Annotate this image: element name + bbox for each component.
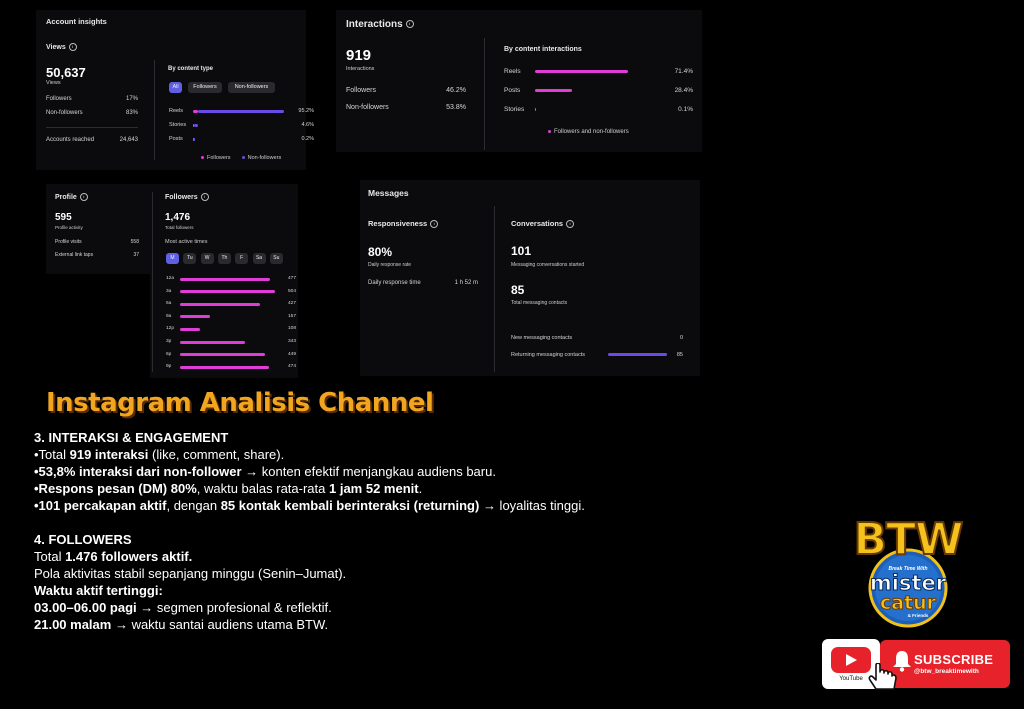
youtube-label: YouTube <box>839 676 863 682</box>
content-type-bar-nonfollowers <box>198 110 284 113</box>
interaction-row-value: 0.1% <box>678 106 693 113</box>
started-value: 101 <box>511 244 532 258</box>
logo-tagline: Break Time With <box>888 566 928 572</box>
hour-label: 6a <box>166 301 172 307</box>
hour-bar <box>180 278 270 281</box>
interactions-legend: Followers and non-followers <box>548 129 629 135</box>
link-taps-label: External link taps <box>55 252 94 258</box>
hour-label: 12p <box>166 326 175 332</box>
chip-all[interactable]: All <box>169 82 182 93</box>
text-line: Waktu aktif tertinggi: <box>34 583 163 598</box>
profile-value: 595 <box>55 212 72 223</box>
chip-nonfollowers[interactable]: Non-followers <box>228 82 275 93</box>
int-followers-pct: 46.2% <box>446 87 466 94</box>
logo-friends: & Friends <box>907 613 929 618</box>
followers-label: Followers <box>46 96 72 102</box>
text-line: 21.00 malam → waktu santai audiens utama BTW. <box>34 617 329 632</box>
hour-label: 9a <box>166 313 172 319</box>
info-icon[interactable]: i <box>80 193 88 201</box>
interaction-row-label: Stories <box>504 106 525 113</box>
page-heading: Instagram Analisis Channel <box>46 388 434 418</box>
followers-sub: Total followers <box>165 225 194 230</box>
interaction-row-value: 71.4% <box>674 68 693 75</box>
hour-value: 504 <box>287 288 296 294</box>
day-chip-f[interactable]: F <box>235 253 248 264</box>
reached-label: Accounts reached <box>46 137 95 143</box>
chip-followers[interactable]: Followers <box>188 82 222 93</box>
profile-sub: Profile activity <box>55 225 83 230</box>
hour-label: 6p <box>166 351 172 357</box>
response-time-value: 1 h 52 m <box>454 280 478 286</box>
messages-panel <box>360 180 700 376</box>
profile-title: Profile i <box>55 193 88 201</box>
interactions-title: Interactions i <box>346 19 414 30</box>
returning-contacts-bar <box>608 353 667 356</box>
day-chip-m[interactable]: M <box>166 253 179 264</box>
contacts-value: 85 <box>511 283 525 297</box>
interaction-row-value: 28.4% <box>674 87 693 94</box>
hour-bar <box>180 303 260 306</box>
divider <box>46 127 138 128</box>
subscribe-banner[interactable] <box>822 639 1012 691</box>
hour-label: 3a <box>166 288 172 294</box>
hour-value: 449 <box>287 351 296 357</box>
hour-bar <box>180 341 245 344</box>
divider <box>494 206 495 372</box>
followers-title: Followers i <box>165 193 209 201</box>
info-icon[interactable]: i <box>406 20 414 28</box>
hour-value: 343 <box>287 339 296 344</box>
new-contacts-value: 0 <box>679 335 683 341</box>
followers-panel <box>150 184 298 378</box>
info-icon[interactable]: i <box>430 220 438 228</box>
legend-followers-swatch <box>201 156 204 159</box>
returning-contacts-value: 85 <box>676 352 683 358</box>
rate-value: 80% <box>368 245 393 259</box>
legend-nonfollowers-swatch <box>242 156 245 159</box>
account-insights-panel <box>36 10 314 170</box>
hour-value: 427 <box>287 301 296 307</box>
info-icon[interactable]: i <box>201 193 209 201</box>
response-time-label: Daily response time <box>368 280 421 286</box>
youtube-play-icon <box>831 647 871 673</box>
interactions-value: 919 <box>346 47 372 64</box>
day-chip-w[interactable]: W <box>201 253 214 264</box>
link-taps-value: 37 <box>133 252 139 258</box>
responsiveness-title: Responsiveness i <box>368 219 438 228</box>
int-nonfollowers-pct: 53.8% <box>446 104 466 111</box>
profile-panel <box>46 184 150 274</box>
section-3-title: 3. INTERAKSI & ENGAGEMENT <box>34 430 229 445</box>
hour-value: 157 <box>287 313 296 319</box>
views-sub: Views <box>46 80 61 86</box>
int-followers-label: Followers <box>346 87 376 94</box>
day-chip-tu[interactable]: Tu <box>183 253 196 264</box>
logo-btw: BTW <box>853 514 963 565</box>
info-icon[interactable]: i <box>566 220 574 228</box>
interactions-sub: Interactions <box>346 66 375 72</box>
hour-label: 3p <box>166 339 172 344</box>
text-line: •53,8% interaksi dari non-follower → konten efektif menjangkau audiens baru. <box>34 464 496 479</box>
interaction-bar <box>535 70 628 73</box>
int-nonfollowers-label: Non-followers <box>346 104 389 111</box>
hour-value: 474 <box>287 364 296 370</box>
hour-label: 9p <box>166 364 172 370</box>
reached-value: 24,643 <box>119 137 138 143</box>
logo-catur: catur <box>879 592 937 614</box>
day-chip-su[interactable]: Su <box>270 253 283 264</box>
content-type-row-label: Posts <box>169 136 183 142</box>
interactions-panel <box>336 10 702 152</box>
content-type-row-value: 0.2% <box>301 136 314 142</box>
interaction-row-label: Posts <box>504 87 521 94</box>
text-line: •101 percakapan aktif, dengan 85 kontak kembali berinteraksi (returning) → loyalitas tinggi. <box>34 498 585 513</box>
text-line: •Respons pesan (DM) 80%, waktu balas rata-rata 1 jam 52 menit. <box>34 481 423 496</box>
account-insights-title: Account insights <box>46 17 107 26</box>
nonfollowers-pct: 83% <box>125 110 138 116</box>
content-type-row-label: Reels <box>169 108 184 114</box>
subscribe-handle: @btw_breaktimewith <box>914 668 979 675</box>
logo-mister: mister <box>869 571 947 595</box>
views-label: Views i <box>46 43 77 51</box>
legend: Followers Non-followers <box>201 155 281 161</box>
followers-value: 1,476 <box>165 212 191 223</box>
new-contacts-label: New messaging contacts <box>511 335 573 341</box>
interaction-row-label: Reels <box>504 68 521 75</box>
hand-cursor-icon <box>866 663 900 691</box>
divider <box>154 60 155 160</box>
hour-value: 108 <box>287 326 296 332</box>
btw-logo <box>846 516 970 628</box>
interaction-bar <box>535 89 572 92</box>
hour-bar <box>180 353 265 356</box>
legend-swatch <box>548 130 551 133</box>
content-type-row-value: 95.2% <box>298 108 314 114</box>
content-type-bar-nonfollowers <box>194 124 198 127</box>
divider <box>484 38 485 150</box>
content-type-row-value: 4.6% <box>301 122 314 128</box>
subscribe-label: SUBSCRIBE <box>914 652 994 667</box>
returning-contacts-label: Returning messaging contacts <box>511 352 585 358</box>
hour-label: 12a <box>166 276 175 281</box>
contacts-label: Total messaging contacts <box>511 300 568 306</box>
by-content-type-title: By content type <box>168 66 214 72</box>
hour-value: 477 <box>287 276 296 281</box>
text-line: •Total 919 interaksi (like, comment, share). <box>34 447 285 462</box>
rate-label: Daily response rate <box>368 262 412 268</box>
views-value: 50,637 <box>46 65 86 80</box>
text-line: 03.00–06.00 pagi → segmen profesional & reflektif. <box>34 600 332 615</box>
conversations-title: Conversations i <box>511 219 574 228</box>
day-chip-th[interactable]: Th <box>218 253 231 264</box>
started-label: Messaging conversations started <box>511 262 585 268</box>
followers-pct: 17% <box>125 96 138 102</box>
interaction-bar <box>535 108 536 111</box>
profile-visits-label: Profile visits <box>55 239 82 245</box>
messages-title: Messages <box>368 188 409 198</box>
by-content-interactions-title: By content interactions <box>504 46 582 53</box>
text-line: Total 1.476 followers aktif. <box>34 549 193 564</box>
content-type-bar-nonfollowers <box>194 138 195 141</box>
hour-bar <box>180 290 275 293</box>
text-line: Pola aktivitas stabil sepanjang minggu (Senin–Jumat). <box>34 566 347 581</box>
profile-visits-value: 558 <box>130 239 139 245</box>
hour-bar <box>180 366 269 369</box>
hour-bar <box>180 328 200 331</box>
section-4-title: 4. FOLLOWERS <box>34 532 132 547</box>
info-icon[interactable]: i <box>69 43 77 51</box>
most-active-title: Most active times <box>165 239 208 245</box>
nonfollowers-label: Non-followers <box>46 110 83 116</box>
divider <box>152 192 153 372</box>
content-type-row-label: Stories <box>169 122 187 128</box>
day-chip-sa[interactable]: Sa <box>253 253 266 264</box>
hour-bar <box>180 315 210 318</box>
